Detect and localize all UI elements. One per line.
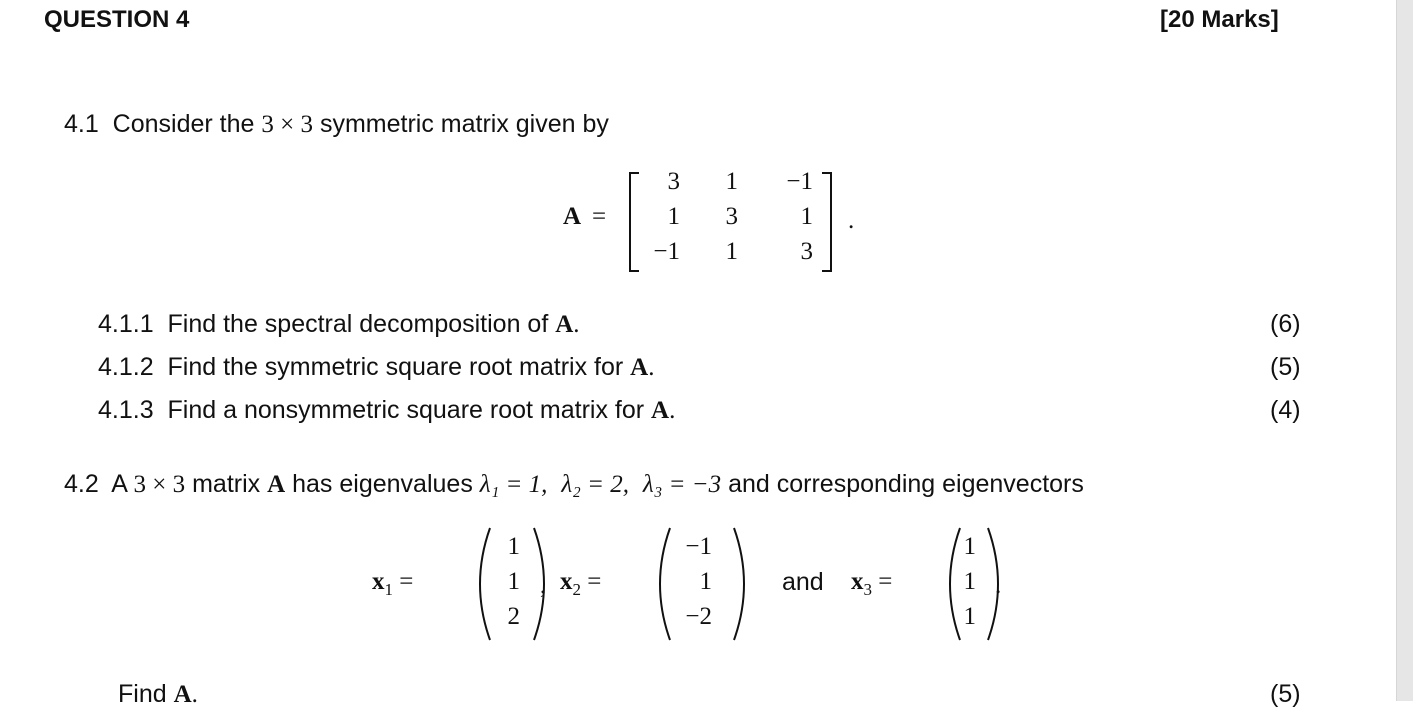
matrix-a-label: A bbox=[563, 203, 582, 230]
q41-text-before: Consider the bbox=[112, 110, 255, 138]
matrix-cell: 1 bbox=[725, 168, 738, 195]
matrix-cell: 3 bbox=[800, 238, 813, 265]
q41-line bbox=[64, 110, 609, 139]
and-word: and bbox=[782, 568, 824, 596]
vector-separator: . bbox=[995, 572, 1002, 599]
matrix-a-period: . bbox=[848, 207, 855, 234]
q41-number: 4.1 bbox=[64, 110, 99, 138]
subquestion-item bbox=[98, 396, 675, 425]
find-a-line bbox=[118, 680, 198, 709]
vector-entry: 1 bbox=[963, 568, 976, 595]
vector-right-paren bbox=[728, 524, 756, 644]
eigenvector-label bbox=[560, 568, 601, 600]
subquestion-end: . bbox=[573, 311, 580, 338]
vector-entry: 2 bbox=[507, 603, 520, 630]
question-title: QUESTION 4 bbox=[44, 6, 190, 33]
eigenvector-subscript: 3 bbox=[863, 580, 872, 599]
q42-number: 4.2 bbox=[64, 470, 99, 498]
subquestion-item bbox=[98, 353, 654, 382]
eigenvector-label bbox=[372, 568, 413, 600]
q42-text-c: has eigenvalues bbox=[292, 470, 473, 498]
subquestion-text: Find a nonsymmetric square root matrix for bbox=[167, 396, 645, 424]
subquestion-end: . bbox=[648, 354, 655, 381]
left-bracket bbox=[629, 172, 639, 272]
eigenvector-label bbox=[851, 568, 892, 600]
q42-matrix-symbol: A bbox=[267, 471, 286, 498]
matrix-cell: 1 bbox=[725, 238, 738, 265]
eigenvector-symbol: x bbox=[851, 568, 864, 595]
subquestion-marks: (4) bbox=[1270, 396, 1301, 424]
subquestion-marks: (6) bbox=[1270, 310, 1301, 338]
vector-separator: , bbox=[540, 572, 547, 599]
vector-entry: 1 bbox=[507, 533, 520, 560]
eigenvector-equals: = bbox=[872, 568, 893, 595]
find-symbol: A bbox=[173, 681, 192, 708]
vector-entry: −1 bbox=[685, 533, 712, 560]
vector-entry: 1 bbox=[963, 603, 976, 630]
eigenvector-subscript: 2 bbox=[572, 580, 581, 599]
matrix-cell: −1 bbox=[786, 168, 813, 195]
vector-entry: 1 bbox=[699, 568, 712, 595]
matrix-cell: 3 bbox=[725, 203, 738, 230]
matrix-cell: 1 bbox=[667, 203, 680, 230]
q41-text-after: symmetric matrix given by bbox=[319, 110, 609, 138]
subquestion-marks: (5) bbox=[1270, 353, 1301, 381]
matrix-cell: 1 bbox=[800, 203, 813, 230]
eigenvector-symbol: x bbox=[560, 568, 573, 595]
matrix-cell: 3 bbox=[667, 168, 680, 195]
q42-marks: (5) bbox=[1270, 680, 1301, 708]
q42-eig2: λ₂ = 2, bbox=[561, 471, 629, 498]
find-text: Find bbox=[118, 680, 167, 708]
matrix-a-equals: = bbox=[592, 203, 607, 230]
q42-line bbox=[64, 470, 1084, 499]
subquestion-number: 4.1.2 bbox=[98, 353, 154, 381]
eigenvector-equals: = bbox=[393, 568, 414, 595]
subquestion-symbol: A bbox=[555, 311, 574, 338]
right-bracket bbox=[822, 172, 832, 272]
subquestion-end: . bbox=[669, 397, 676, 424]
eigenvector-subscript: 1 bbox=[384, 580, 393, 599]
subquestion-symbol: A bbox=[630, 354, 649, 381]
vector-entry: 1 bbox=[507, 568, 520, 595]
subquestion-text: Find the symmetric square root matrix for bbox=[167, 353, 624, 381]
subquestion-text: Find the spectral decomposition of bbox=[167, 310, 549, 338]
q42-text-d: and corresponding eigenvectors bbox=[728, 470, 1084, 498]
eigenvector-symbol: x bbox=[372, 568, 385, 595]
q42-eig1: λ₁ = 1, bbox=[479, 471, 548, 498]
vector-entry: 1 bbox=[963, 533, 976, 560]
q42-eig3: λ₃ = −3 bbox=[642, 471, 722, 498]
subquestion-symbol: A bbox=[651, 397, 670, 424]
total-marks: [20 Marks] bbox=[1160, 6, 1279, 33]
matrix-cell: −1 bbox=[653, 238, 680, 265]
subquestion-number: 4.1.3 bbox=[98, 396, 154, 424]
q42-text-a: A bbox=[111, 470, 127, 498]
q42-dims: 3 × 3 bbox=[133, 471, 186, 498]
q42-text-b: matrix bbox=[192, 470, 261, 498]
eigenvector-equals: = bbox=[581, 568, 602, 595]
subquestion-item bbox=[98, 310, 580, 339]
find-end: . bbox=[191, 681, 198, 708]
scrollbar-track[interactable] bbox=[1396, 0, 1413, 701]
subquestion-number: 4.1.1 bbox=[98, 310, 154, 338]
q41-dims: 3 × 3 bbox=[261, 111, 313, 138]
vector-entry: −2 bbox=[685, 603, 712, 630]
